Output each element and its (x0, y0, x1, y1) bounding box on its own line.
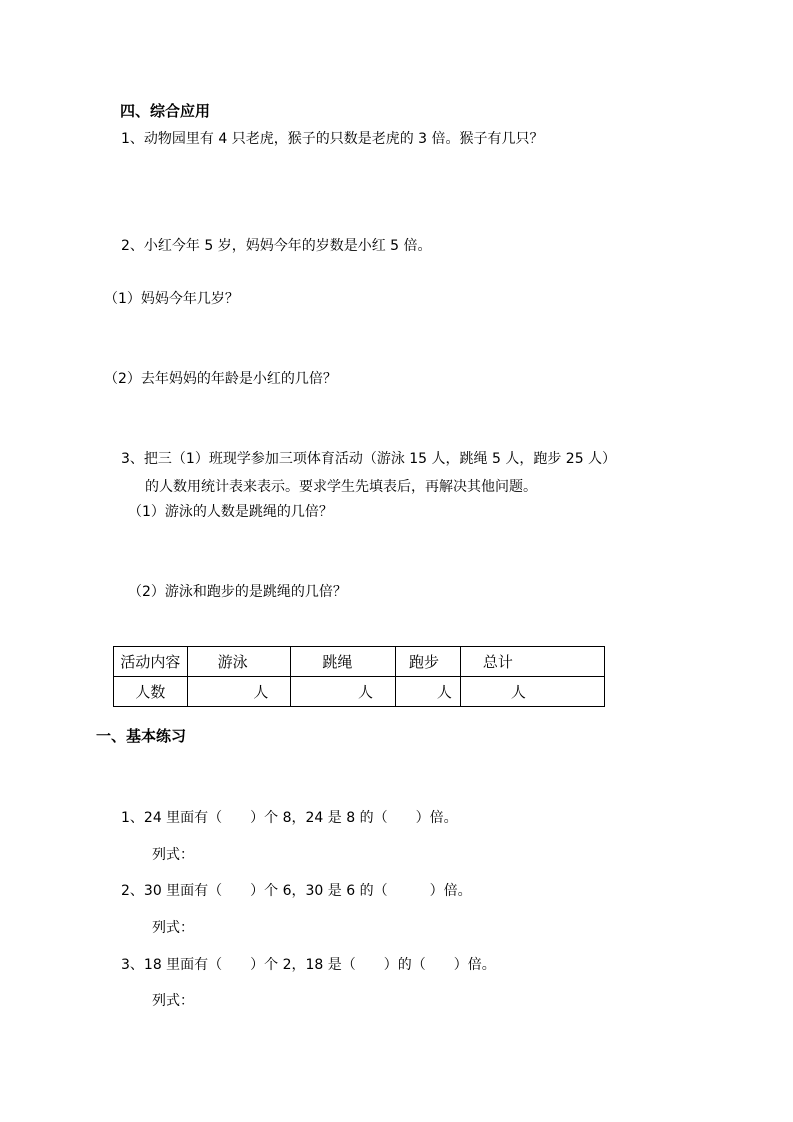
section4-question-2: 2、小红今年 5 岁，妈妈今年的岁数是小红 5 倍。 (121, 238, 432, 254)
section4-question-2-sub-1: （1）妈妈今年几岁？ (104, 291, 239, 307)
section1-heading: 一、基本练习 (96, 727, 187, 745)
section4-question-3-line-1: 3、把三（1）班现学参加三项体育活动（游泳 15 人，跳绳 5 人，跑步 25 人） (121, 451, 617, 467)
table-header-cell: 活动内容 (114, 647, 188, 677)
section1-question-1: 1、24 里面有（ ）个 8，24 是 8 的（ ）倍。 (121, 810, 458, 826)
table-cell: 人数 (114, 677, 188, 707)
table-cell-blank[interactable]: 人 (187, 677, 291, 707)
table-header-cell: 游泳 (187, 647, 291, 677)
statistics-table (113, 646, 605, 707)
table-cell-blank[interactable]: 人 (460, 677, 604, 707)
table-header-row (114, 647, 605, 677)
section4-question-3-sub-1: （1）游泳的人数是跳绳的几倍？ (128, 504, 333, 520)
formula-label-3: 列式： (152, 993, 194, 1009)
table-cell-blank[interactable]: 人 (396, 677, 461, 707)
formula-label-2: 列式： (152, 920, 194, 936)
section4-heading: 四、综合应用 (120, 102, 211, 120)
table-header-cell: 总计 (460, 647, 604, 677)
table-row (114, 677, 605, 707)
table-header-cell: 跳绳 (291, 647, 396, 677)
section4-question-1: 1、动物园里有 4 只老虎，猴子的只数是老虎的 3 倍。猴子有几只？ (121, 131, 544, 147)
section4-question-2-sub-2: （2）去年妈妈的年龄是小红的几倍？ (104, 371, 337, 387)
table-cell-blank[interactable]: 人 (291, 677, 396, 707)
section4-question-3-sub-2: （2）游泳和跑步的是跳绳的几倍？ (128, 584, 347, 600)
section1-question-2: 2、30 里面有（ ）个 6，30 是 6 的（ ）倍。 (121, 883, 472, 899)
table-header-cell: 跑步 (396, 647, 461, 677)
section4-question-3-line-2: 的人数用统计表来表示。要求学生先填表后，再解决其他问题。 (145, 479, 537, 495)
section1-question-3: 3、18 里面有（ ）个 2，18 是（ ）的（ ）倍。 (121, 957, 496, 973)
formula-label-1: 列式： (152, 847, 194, 863)
